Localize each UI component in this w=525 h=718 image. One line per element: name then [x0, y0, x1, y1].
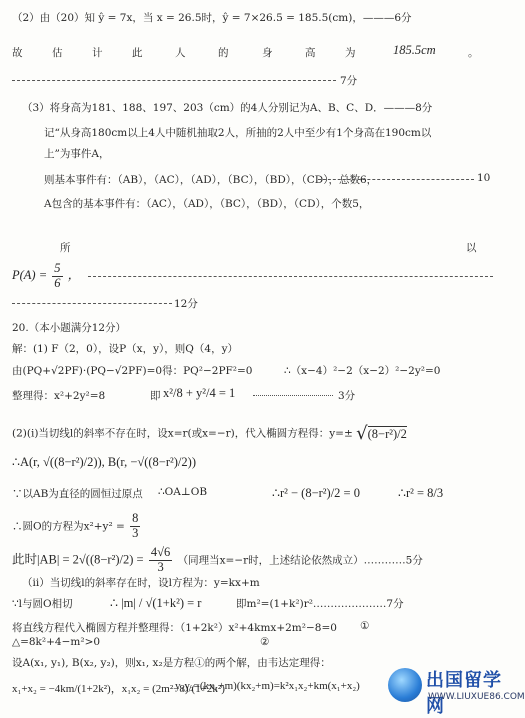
- part2-ii-line: （ii）当切线l的斜率存在时，设l方程为：y=kx+m: [22, 577, 260, 589]
- solution-start-line: 解：(1) F（2，0），设P（x，y），则Q（4，y）: [12, 343, 238, 355]
- score-7: 7分: [340, 75, 358, 87]
- fraction-8-3: $\frac{8}{3}$: [132, 511, 139, 540]
- dash-leader: [88, 276, 493, 277]
- circle-equation-line: ∴圆O的方程为x²+y² = $\frac{8}{3}$: [12, 511, 139, 540]
- expanded-equation: ∴（x−4）²−2（x−2）²−2y²=0: [284, 365, 441, 377]
- ellipse-standard-form: x²/8 + y²/4 = 1: [163, 386, 236, 400]
- score-12: 12分: [174, 298, 198, 310]
- diameter-condition: ∵以AB为直径的圆恒过原点: [12, 488, 143, 500]
- dash-leader: [12, 80, 336, 81]
- basic-events-line: 则基本事件有：（AB），（AC），（AD），（BC），（BD），（CD），总数6，: [44, 174, 378, 186]
- probability-line: P(A) = $\frac{5}{6}$ ，: [12, 261, 81, 290]
- perpendicular: ∴OA⊥OB: [158, 486, 208, 498]
- vieta-intro-line: 设A(x₁, y₁), B(x₂, y₂)，则x₁, x₂是方程①的两个解，由韦达定理得：: [12, 657, 331, 669]
- r-squared-value: ∴r² = 8/3: [398, 486, 444, 500]
- chord-length-line: 此时|AB| = 2√((8−r²)/2) = $\frac{4√6}{3}$ （同理当x=−r时，上述结论依然成立）…………5分: [12, 545, 423, 574]
- vieta-formulas: x₁+x₂ = −4km/(1+2k²)，x₁x₂ = (2m²−8)/(1+2k²): [12, 683, 225, 695]
- event-a-line: A包含的基本事件有：（AC），（AD），（BC），（BD），（CD），个数5，: [44, 198, 370, 210]
- score-10: 10: [477, 172, 491, 184]
- substitution-line: 将直线方程代入椭圆方程并整理得：（1+2k²）x²+4kmx+2m²−8=0: [12, 622, 337, 634]
- part2-i-line: (2)(i)当切线l的斜率不存在时，设x=r(或x=−r)，代入椭圆方程得：y=± √(8−r²)/2: [12, 423, 407, 444]
- r-equation: ∴r² − (8−r²)/2 = 0: [272, 486, 360, 500]
- event-def-line: 记“从身高180cm以上4人中随机抽取2人，所抽的2人中至少有1个身高在190cm以: [44, 127, 432, 139]
- fraction-5-6: $\frac{5}{6}$: [54, 261, 61, 290]
- site-watermark: [388, 666, 525, 717]
- dash-leader: [12, 303, 172, 304]
- distance-formula: ∴ |m| / √(1+k²) = r: [110, 596, 202, 610]
- watermark-brand: 出国留学网: [426, 670, 502, 717]
- points-ab-line: ∴A(r, √((8−r²)/2)), B(r, −√((8−r²)/2)): [12, 455, 196, 469]
- word-yi: 以: [466, 242, 477, 254]
- score-3: 3分: [338, 390, 356, 402]
- vector-equation-line: 由(PQ+√2PF)·(PQ−√2PF)=0得：PQ²−2PF²=0: [12, 365, 253, 377]
- equation-marker-1: ①: [360, 620, 370, 632]
- discriminant-line: △=8k²+4−m²>0: [12, 636, 101, 648]
- dash-leader: [318, 179, 474, 180]
- equation-marker-2: ②: [260, 636, 270, 648]
- globe-logo-icon: [388, 668, 422, 702]
- sqrt-expression: √(8−r²)/2: [356, 423, 407, 444]
- answer-page: （2）由（20）知 ŷ = 7x，当 x = 26.5时，ŷ = 7×26.5 = 185.5(cm)，———6分 故 估 计 此 人 的 身 高 为 185.5cm 。 7分 （3）将身高为181、188、197、203（cm）的4人分别记为A、B、C、D．———8分 记“从身高180cm以上4人中随机抽取2人，所抽的2人中至少有1个身高在190cm以 上”为事件A， 则基本事件有：（AB），（AC），（AD），（BC），（BD），（CD），总数6， 10 A包含的基本事件有：（AC），（AD），（BC），（BD），（CD），个数5， 所 以 P(A) = $\frac{5}{6}$ ， 12分 20.（本小题满分12分） 解：(1) F（2，0），设P（x，y），则Q（4，y） 由(PQ+√2PF)·(PQ−√2PF)=0得：PQ²−2PF²=0 ∴（x−4）²−2（x−2）²−2y²=0 整理得：x²+2y²=8 即 x²/8 + y²/4 = 1 3分 (2)(i)当切线l的斜率不存在时，设x=r(或x=−r)，代入椭圆方程得：y=± √(8−r²)/2 ∴A(r, √((8−r²)/2)), B(r, −√((8−r²)/2)) ∵以AB为直径的圆恒过原点 ∴OA⊥OB ∴r² − (8−r²)/2 = 0 ∴r² = 8/3 ∴圆O的方程为x²+y² = $\frac{8}{3}$ 此时|AB| = 2√((8−r²)/2) = $\frac{4√6}{3}$ （同理当x=−r时，上述结论依然成立）…………5分 （ii）当切线l的斜率存在时，设l方程为：y=kx+m ∵l与圆O相切 ∴ |m| / √(1+k²) = r 即m²=(1+k²)r²…………………7分 将直线方程代入椭圆方程并整理得：（1+2k²）x²+4kmx+2m²−8=0 ① △=8k²+4−m²>0 ② 设A(x₁, y₁), B(x₂, y₂)，则x₁, x₂是方程①的两个解，由韦达定理得： x₁+x₂ = −4km/(1+2k²)，x₁x₂ = (2m²−8)/(1+2k²) y₁y₂=(kx₁+m)(kx₂+m)=k²x₁x₂+km(x₁+x₂) 出国留学网 WWW.LIUXUE86.COM: [12, 12, 525, 717]
- part2-prediction-line: （2）由（20）知 ŷ = 7x，当 x = 26.5时，ŷ = 7×26.5 = 185.5(cm)，———6分: [12, 12, 412, 24]
- dot-leader: [253, 395, 333, 396]
- tangent-condition: ∵l与圆O相切: [12, 598, 73, 610]
- part3-label-line: （3）将身高为181、188、197、203（cm）的4人分别记为A、B、C、D．———8分: [22, 102, 433, 114]
- y-product-line: y₁y₂=(kx₁+m)(kx₂+m)=k²x₁x₂+km(x₁+x₂): [175, 680, 360, 692]
- watermark-url: WWW.LIUXUE86.COM: [428, 692, 525, 702]
- m-squared-relation: 即m²=(1+k²)r²…………………7分: [236, 598, 404, 610]
- problem-20-header: 20.（本小题满分12分）: [12, 322, 127, 334]
- word-suo: 所: [60, 242, 71, 254]
- fraction-4root6-3: $\frac{4√6}{3}$: [150, 545, 171, 574]
- event-def-line-2: 上”为事件A，: [44, 148, 110, 160]
- ellipse-equation-line: 整理得：x²+2y²=8: [12, 390, 106, 402]
